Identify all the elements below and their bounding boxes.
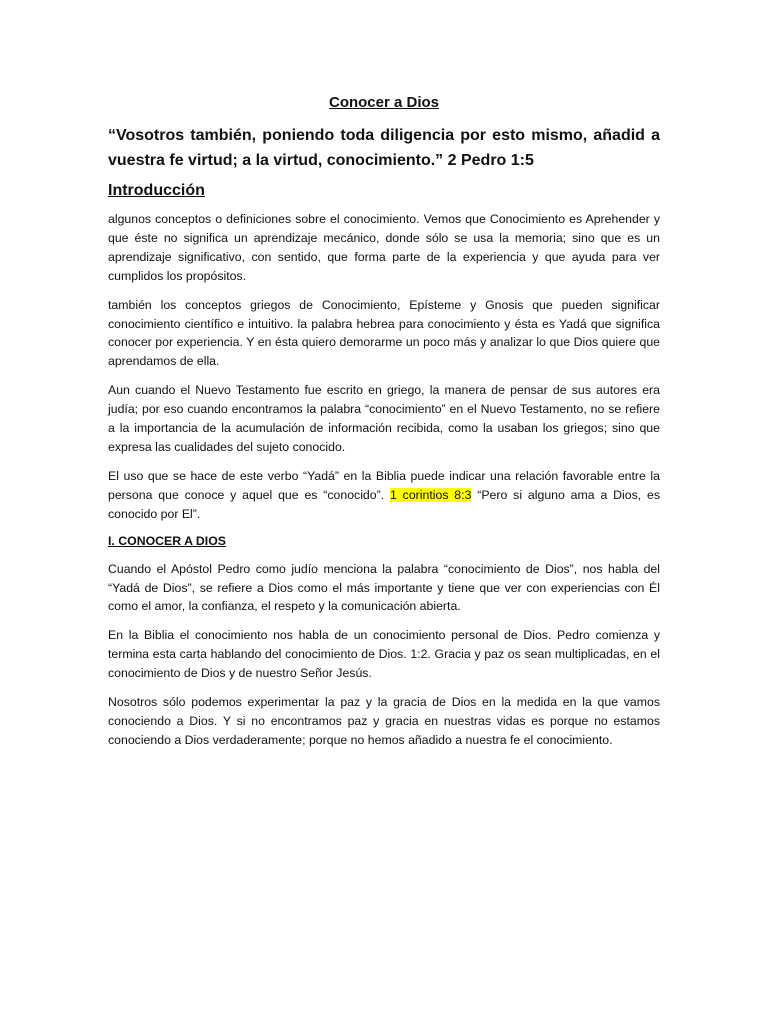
yada-paragraph [108,467,660,524]
section-1-heading: I. CONOCER A DIOS [108,533,226,548]
intro-paragraph-2: también los conceptos griegos de Conocimiento, Epísteme y Gnosis que pueden significar conocimiento científico e intuitivo. la palabra hebrea para conocimiento y ésta es Yadá que significa conocer por experiencia. Y en ésta quiero demorarme un poco más y analizar lo que Dios quiere que aprendamos de ella. [108,297,660,369]
section-1-paragraph-1: Cuando el Apóstol Pedro como judío menciona la palabra “conocimiento de Dios”, nos habla del “Yadá de Dios”, se refiere a Dios como el más importante y tiene que ver con experiencias con Él como el amor, la confianza, el respeto y la comunicación abierta. [108,561,660,614]
document-title: Conocer a Dios [328,94,440,111]
intro-paragraph-1: algunos conceptos o definiciones sobre el conocimiento. Vemos que Conocimiento es Aprehender y que éste no significa un aprendizaje mecánico, donde sólo se usa la memoria; sino que es un aprendizaje significativo, con sentido, que forma parte de la experiencia y que ayuda para ver cumplidos los propósitos. [108,212,660,283]
section-1-paragraph-3: Nosotros sólo podemos experimentar la paz y la gracia de Dios en la medida en la que vamos conociendo a Dios. Y si no encontramos paz y gracia en nuestras vidas es porque no estamos conociendo a Dios verdaderamente; porque no hemos añadido a nuestra fe el conocimiento. [108,695,660,747]
epigraph-verse: “Vosotros también, poniendo toda diligencia por esto mismo, añadid a vuestra fe virtud; a la virtud, conocimiento.” 2 Pedro 1:5 [108,127,660,169]
highlighted-reference: 1 corintios 8:3 [389,487,472,502]
intro-paragraph-3: Aun cuando el Nuevo Testamento fue escrito en griego, la manera de pensar de sus autores era judía; por eso cuando encontramos la palabra “conocimiento” en el Nuevo Testamento, no se refiere a la importancia de la acumulación de información recibida, como la usaban los griegos; sino que expresa las cualidades del sujeto conocido. [108,383,660,454]
yada-paragraph-text: El uso que se hace de este verbo “Yadá” en la Biblia puede indicar una relación favorable entre la persona que conoce y aquel que es “conocido”. [108,468,660,502]
yada-paragraph-quote: “Pero si alguno ama a Dios, es conocido por El”. [108,487,660,521]
section-1-paragraph-2: En la Biblia el conocimiento nos habla de un conocimiento personal de Dios. Pedro comienza y termina esta carta hablando del conocimiento de Dios. 1:2. Gracia y paz os sean multiplicadas, en el conocimiento de Dios y de nuestro Señor Jesús. [108,628,660,681]
intro-heading: Introducción [108,182,205,199]
